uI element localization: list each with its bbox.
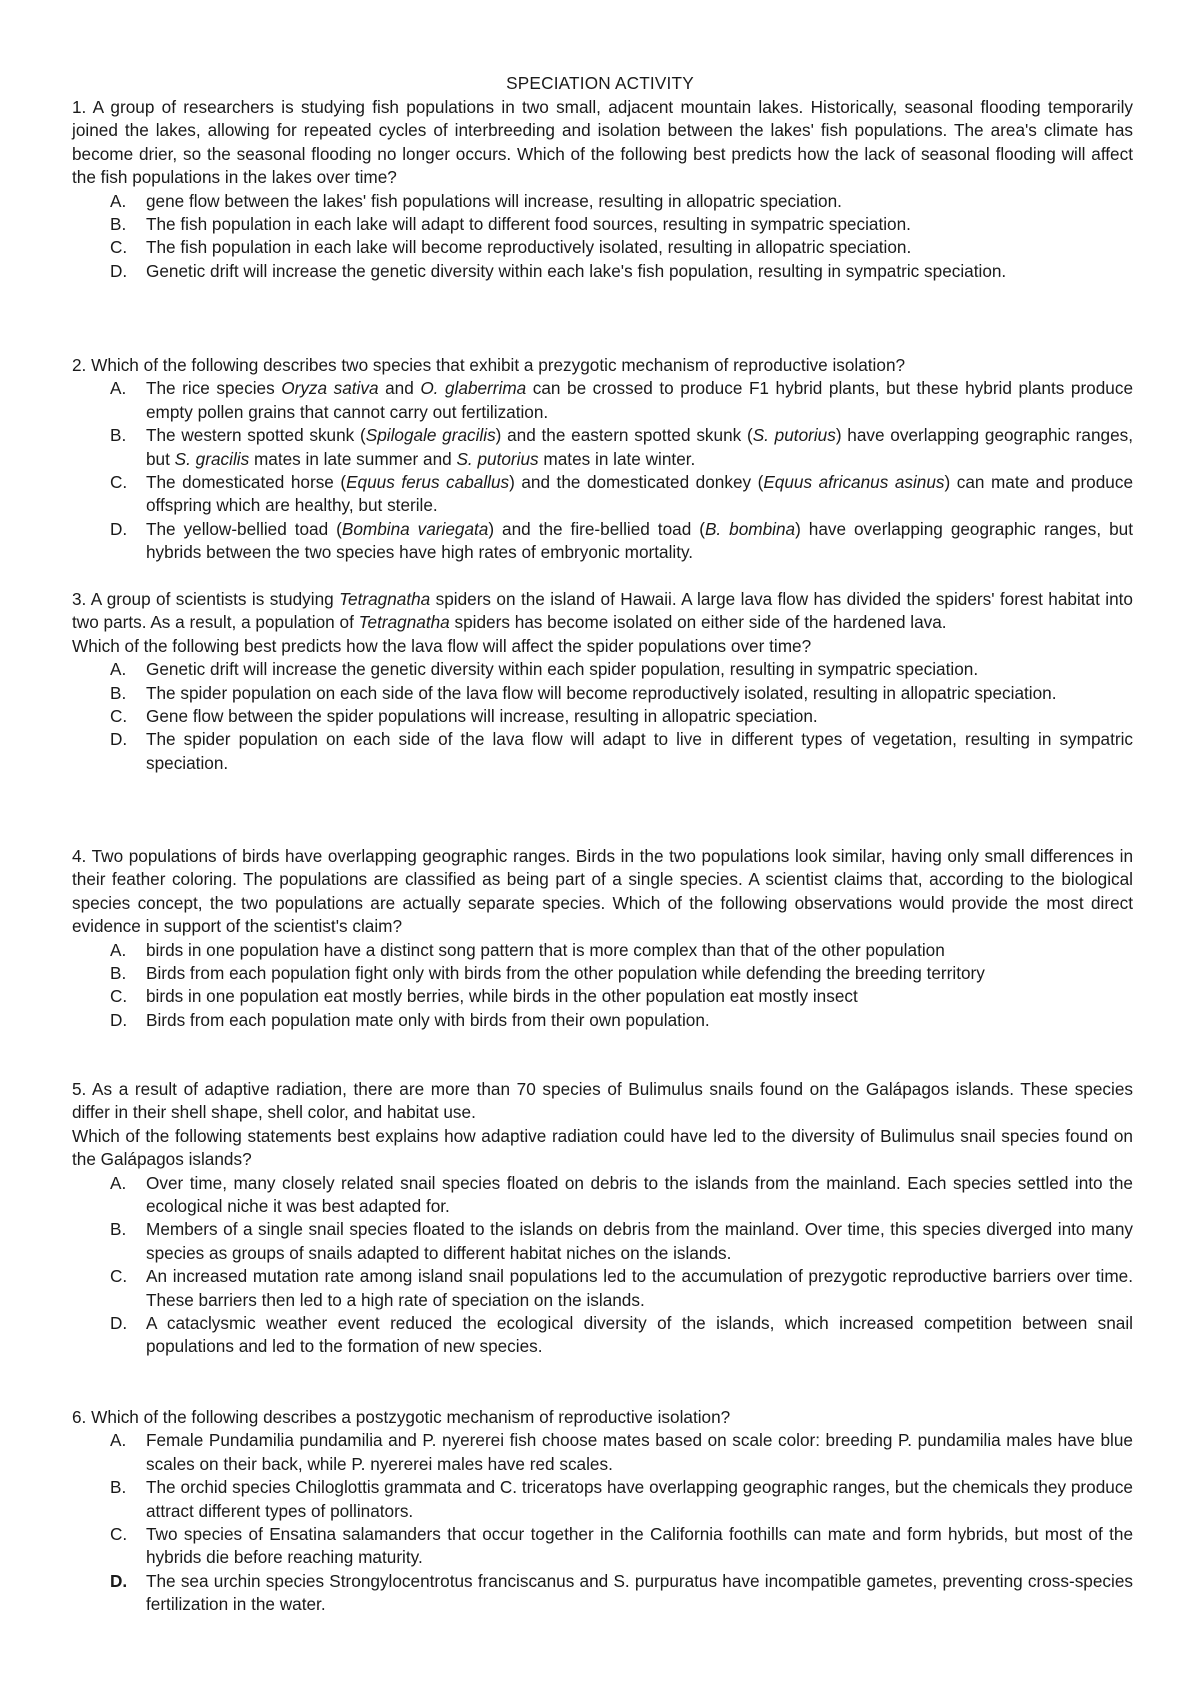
answer-options (72, 939, 1133, 1033)
option-d[interactable]: D. The sea urchin species Strongylocentrotus franciscanus and S. purpuratus have incompatible gametes, preventing cross-species fertilization in the water. (110, 1570, 1133, 1615)
option-b[interactable]: B. The western spotted skunk (Spilogale gracilis) and the eastern spotted skunk (S. putorius) have overlapping geographic ranges, but S. gracilis mates in late summer and S. putorius mates in late winter. (110, 425, 1133, 469)
question-prompt: Which of the following best predicts how the lava flow will affect the spider populations over time? (72, 635, 812, 656)
option-a[interactable]: A. The rice species Oryza sativa and O. glaberrima can be crossed to produce F1 hybrid plants, but these hybrid plants produce empty pollen grains that cannot carry out fertilization. (110, 378, 1133, 422)
question-1 (72, 96, 1133, 283)
question-2 (72, 354, 1133, 565)
option-b[interactable]: B. The spider population on each side of the lava flow will become reproductively isolated, resulting in allopatric speciation. (110, 682, 1057, 703)
question-6 (72, 1406, 1133, 1617)
answer-options (72, 1172, 1133, 1359)
question-stem: 4. Two populations of birds have overlapping geographic ranges. Birds in the two populations look similar, having only small differences in their feather coloring. The populations are classified as being part of a single species. A scientist claims that, according to the biological species concept, the two populations are actually separate species. Which of the following observations would provide the most direct evidence in support of the scientist's claim? (72, 846, 1133, 937)
option-a[interactable]: A. Genetic drift will increase the genetic diversity within each spider population, resulting in sympatric speciation. (110, 659, 979, 680)
answer-options (72, 377, 1133, 564)
option-b[interactable]: B. The fish population in each lake will adapt to different food sources, resulting in sympatric speciation. (110, 214, 911, 235)
question-3 (72, 588, 1133, 775)
page-title: SPECIATION ACTIVITY (506, 73, 694, 93)
option-b[interactable]: B. Members of a single snail species floated to the islands on debris from the mainland. Over time, this species diverged into many species as groups of snails adapted to different habitat niches on the islands. (110, 1219, 1133, 1263)
option-c[interactable]: C. The domesticated horse (Equus ferus caballus) and the domesticated donkey (Equus africanus asinus) can mate and produce offspring which are healthy, but sterile. (110, 472, 1133, 516)
question-5 (72, 1078, 1133, 1359)
answer-options (72, 658, 1133, 775)
answer-options (72, 190, 1133, 284)
question-stem: 6. Which of the following describes a postzygotic mechanism of reproductive isolation? (72, 1407, 731, 1427)
option-c[interactable]: C. Two species of Ensatina salamanders that occur together in the California foothills can mate and form hybrids, but most of the hybrids die before reaching maturity. (110, 1524, 1133, 1568)
question-stem: 1. A group of researchers is studying fish populations in two small, adjacent mountain lakes. Historically, seasonal flooding temporarily joined the lakes, allowing for repeated cycles of interbreeding and isolation between the lakes' fish populations. The area's climate has become drier, so the seasonal flooding no longer occurs. Which of the following best predicts how the lack of seasonal flooding will affect the fish populations in the lakes over time? (72, 97, 1133, 188)
option-c[interactable]: C. Gene flow between the spider populations will increase, resulting in allopatric speciation. (110, 706, 818, 727)
question-stem: 3. A group of scientists is studying Tetragnatha spiders on the island of Hawaii. A large lava flow has divided the spiders' forest habitat into two parts. As a result, a population of Tetragnatha spiders has become isolated on either side of the hardened lava. (72, 589, 1133, 633)
option-b[interactable]: B. Birds from each population fight only with birds from the other population while defending the breeding territory (110, 963, 985, 984)
option-c[interactable]: C. birds in one population eat mostly berries, while birds in the other population eat mostly insect (110, 986, 858, 1007)
option-d[interactable]: D. The spider population on each side of the lava flow will adapt to live in different types of vegetation, resulting in sympatric speciation. (110, 729, 1133, 773)
question-stem: 5. As a result of adaptive radiation, there are more than 70 species of Bulimulus snails found on the Galápagos islands. These species differ in their shell shape, shell color, and habitat use. (72, 1079, 1133, 1123)
option-d[interactable]: D. Genetic drift will increase the genetic diversity within each lake's fish population, resulting in sympatric speciation. (110, 260, 1007, 281)
option-a[interactable]: A. gene flow between the lakes' fish populations will increase, resulting in allopatric speciation. (110, 190, 842, 211)
option-c[interactable]: C. An increased mutation rate among island snail populations led to the accumulation of prezygotic reproductive barriers over time. These barriers then led to a high rate of speciation on the islands. (110, 1266, 1133, 1310)
option-a[interactable]: A. Female Pundamilia pundamilia and P. nyererei fish choose mates based on scale color: breeding P. pundamilia males have blue scales on their back, while P. nyererei males have red scales. (110, 1430, 1133, 1474)
option-b[interactable]: B. The orchid species Chiloglottis grammata and C. triceratops have overlapping geographic ranges, but the chemicals they produce attract different types of pollinators. (110, 1477, 1133, 1521)
question-prompt: Which of the following statements best explains how adaptive radiation could have led to the diversity of Bulimulus snail species found on the Galápagos islands? (72, 1125, 1133, 1170)
option-a[interactable]: A. Over time, many closely related snail species floated on debris to the islands from the mainland. Each species settled into the ecological niche it was best adapted for. (110, 1172, 1133, 1217)
option-d[interactable]: D. The yellow-bellied toad (Bombina variegata) and the fire-bellied toad (B. bombina) have overlapping geographic ranges, but hybrids between the two species have high rates of embryonic mortality. (110, 518, 1134, 563)
option-c[interactable]: C. The fish population in each lake will become reproductively isolated, resulting in allopatric speciation. (110, 237, 912, 258)
question-stem: 2. Which of the following describes two species that exhibit a prezygotic mechanism of reproductive isolation? (72, 355, 906, 375)
option-d[interactable]: D. A cataclysmic weather event reduced the ecological diversity of the islands, which increased competition between snail populations and led to the formation of new species. (110, 1313, 1133, 1357)
option-a[interactable]: A. birds in one population have a distinct song pattern that is more complex than that of the other population (110, 939, 945, 960)
answer-options (72, 1429, 1133, 1616)
option-d[interactable]: D. Birds from each population mate only with birds from their own population. (110, 1009, 710, 1030)
question-4 (72, 845, 1133, 1032)
